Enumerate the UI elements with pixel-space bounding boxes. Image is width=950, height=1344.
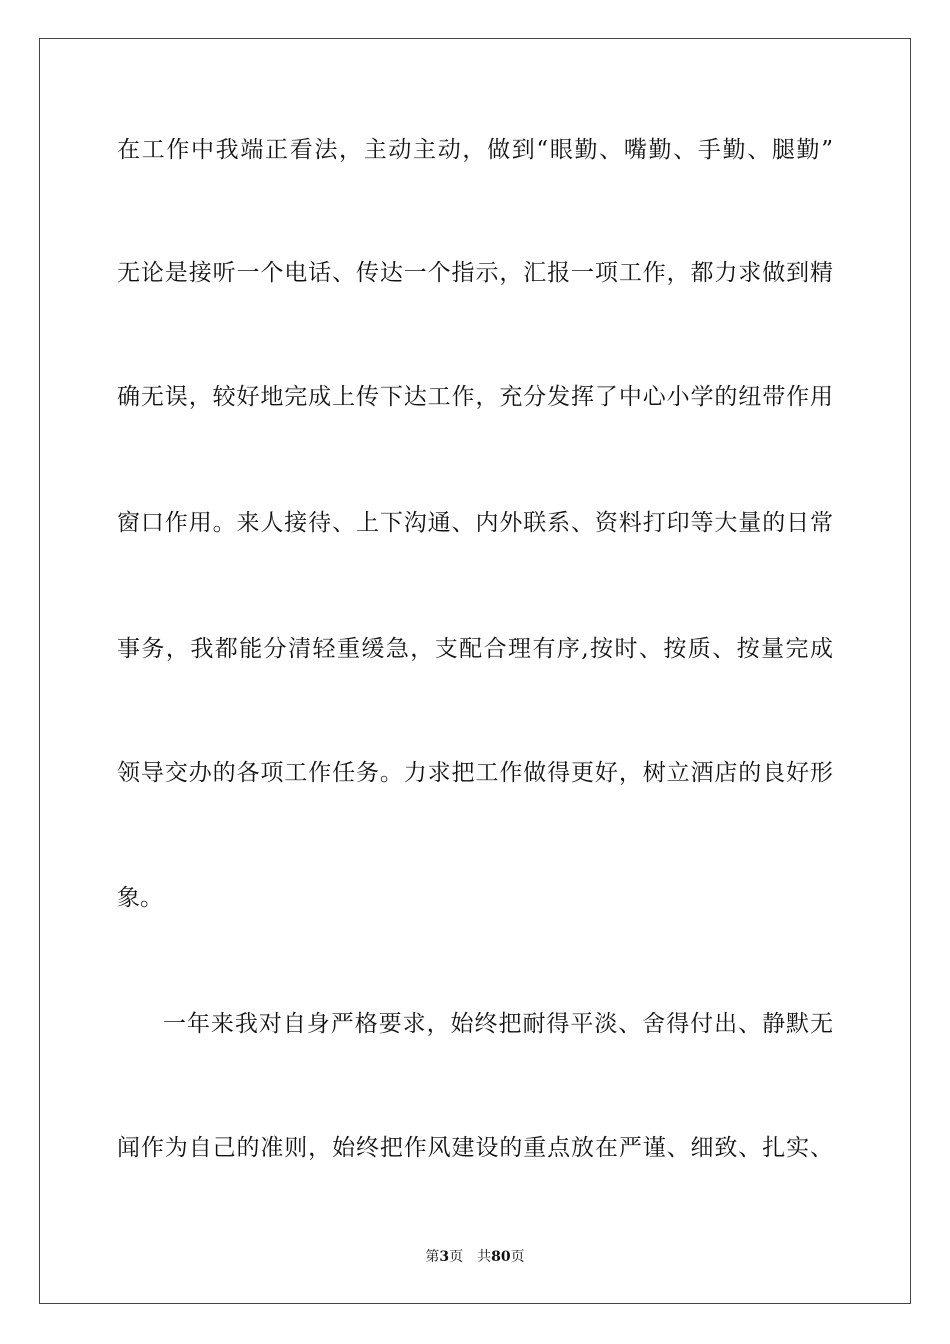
page-border xyxy=(39,38,911,1304)
body-text-line: 在工作中我端正看法，主动主动，做到“眼勤、嘴勤、手勤、腿勤” xyxy=(117,137,833,163)
page-prefix: 第 xyxy=(425,1249,440,1265)
page-number: 3 xyxy=(439,1249,450,1265)
body-text-line: 确无误，较好地完成上传下达工作，充分发挥了中心小学的纽带作用 xyxy=(117,384,833,410)
body-text-line: 事务，我都能分清轻重缓急，支配合理有序,按时、按质、按量完成 xyxy=(117,636,833,662)
page-suffix: 页 xyxy=(449,1249,464,1265)
paragraph-first-line: 一年来我对自身严格要求，始终把耐得平淡、舍得付出、静默无 xyxy=(163,1011,833,1037)
page-footer xyxy=(0,1247,950,1267)
total-suffix: 页 xyxy=(510,1249,525,1265)
total-pages: 80 xyxy=(491,1249,511,1265)
body-text-line: 象。 xyxy=(117,885,163,911)
body-text-line: 领导交办的各项工作任务。力求把工作做得更好，树立酒店的良好形 xyxy=(117,760,833,786)
body-text-line: 无论是接听一个电话、传达一个指示，汇报一项工作，都力求做到精 xyxy=(117,260,833,286)
body-text-line: 窗口作用。来人接待、上下沟通、内外联系、资料打印等大量的日常 xyxy=(117,510,833,536)
body-text-line: 闻作为自己的准则，始终把作风建设的重点放在严谨、细致、扎实、 xyxy=(117,1135,833,1161)
total-prefix: 共 xyxy=(477,1249,492,1265)
